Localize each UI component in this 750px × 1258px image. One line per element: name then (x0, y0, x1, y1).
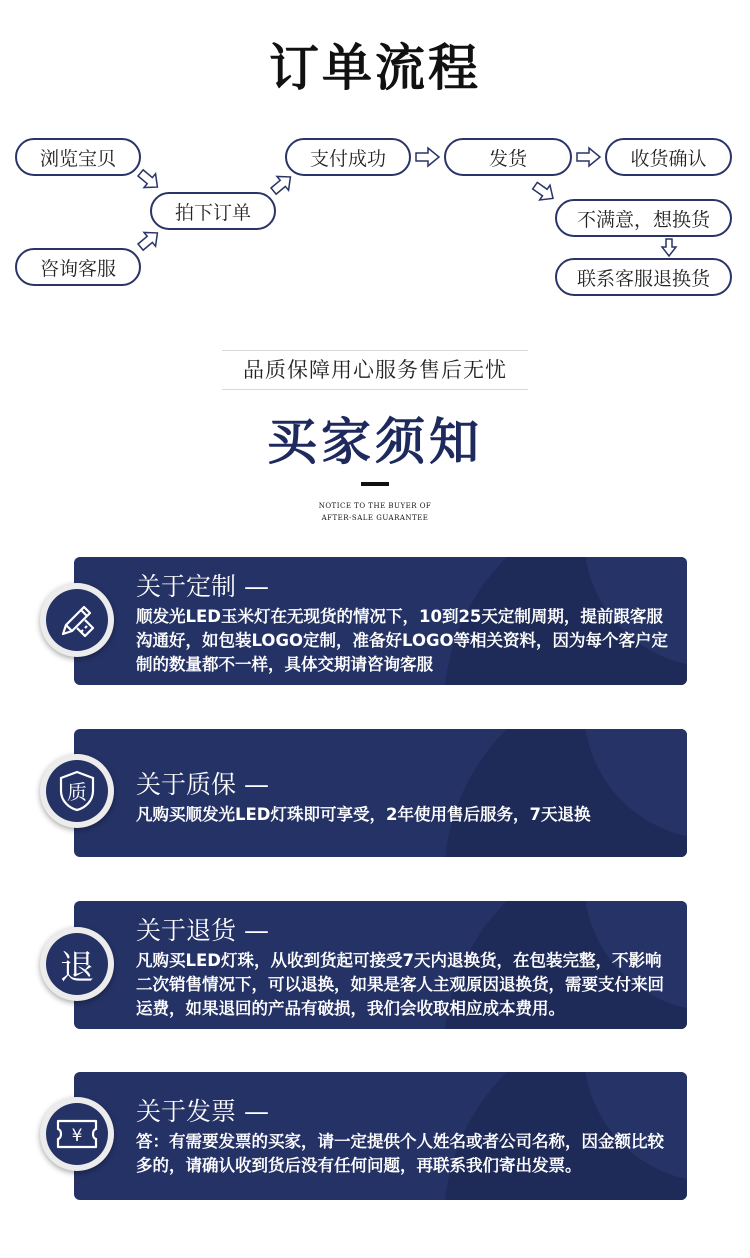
card-heading: 关于退货 — (136, 916, 269, 945)
badge-invoice (40, 1097, 114, 1171)
arrow-browse-to-order-icon (135, 166, 163, 194)
step-contact-return: 联系客服退换货 (555, 258, 732, 296)
step-browse: 浏览宝贝 (15, 138, 141, 176)
card-body: 凡购买顺发光LED灯珠即可享受，2年使用售后服务，7天退换 (136, 805, 591, 824)
card-body: 答：有需要发票的买家，请一定提供个人姓名或者公司名称，因金额比较多的，请确认收到货后没有任何问题，再联系我们寄出发票。 (136, 1132, 664, 1175)
notice-subtitle-line1: NOTICE TO THE BUYER OF (318, 502, 432, 510)
step-paid: 支付成功 (285, 138, 411, 176)
card-heading: 关于定制 — (136, 572, 269, 601)
slogan: 品质保障用心服务售后无忧 (222, 350, 528, 390)
pencil-ruler-icon (46, 589, 108, 651)
card-returns (74, 901, 687, 1029)
step-consult: 咨询客服 (15, 248, 141, 286)
step-unsatisfied: 不满意，想换货 (555, 199, 732, 237)
return-character: 退 (60, 947, 94, 988)
arrow-ship-to-unsatisfied-icon (530, 178, 558, 206)
arrow-consult-to-order-icon (135, 226, 163, 254)
arrow-ship-to-confirm-icon (575, 145, 603, 169)
title-divider (361, 482, 389, 486)
notice-title: 买家须知 (267, 413, 483, 471)
step-confirm: 收货确认 (605, 138, 732, 176)
badge-returns (40, 927, 114, 1001)
step-place-order: 拍下订单 (150, 192, 276, 230)
quality-character: 质 (67, 780, 87, 804)
notice-subtitle-line2: AFTER-SALE GUARANTEE (321, 514, 429, 522)
card-warranty (74, 729, 687, 857)
card-customization (74, 557, 687, 685)
card-heading: 关于质保 — (136, 770, 269, 799)
yuan-symbol: ¥ (71, 1126, 83, 1146)
card-heading: 关于发票 — (136, 1097, 269, 1126)
badge-warranty (40, 754, 114, 828)
arrow-unsatisfied-to-contact-icon (660, 238, 678, 258)
card-body: 顺发光LED玉米灯在无现货的情况下，10到25天定制周期，提前跟客服沟通好，如包装LOGO定制，准备好LOGO等相关资料，因为每个客户定制的数量都不一样，具体交期请咨询客服 (136, 607, 669, 674)
quality-shield-icon (46, 760, 108, 822)
return-character-icon (46, 933, 108, 995)
step-ship: 发货 (444, 138, 572, 176)
badge-customization (40, 583, 114, 657)
arrow-paid-to-ship-icon (414, 145, 442, 169)
arrow-order-to-paid-icon (268, 170, 296, 198)
invoice-ticket-icon (46, 1103, 108, 1165)
card-body: 凡购买LED灯珠，从收到货起可接受7天内退换货，在包装完整，不影响二次销售情况下，可以退换，如果是客人主观原因退换货，需要支付来回运费，如果退回的产品有破损，我们会收取相应成本费用。 (136, 951, 664, 1018)
card-invoice (71, 1072, 687, 1200)
flow-title: 订单流程 (269, 39, 481, 97)
